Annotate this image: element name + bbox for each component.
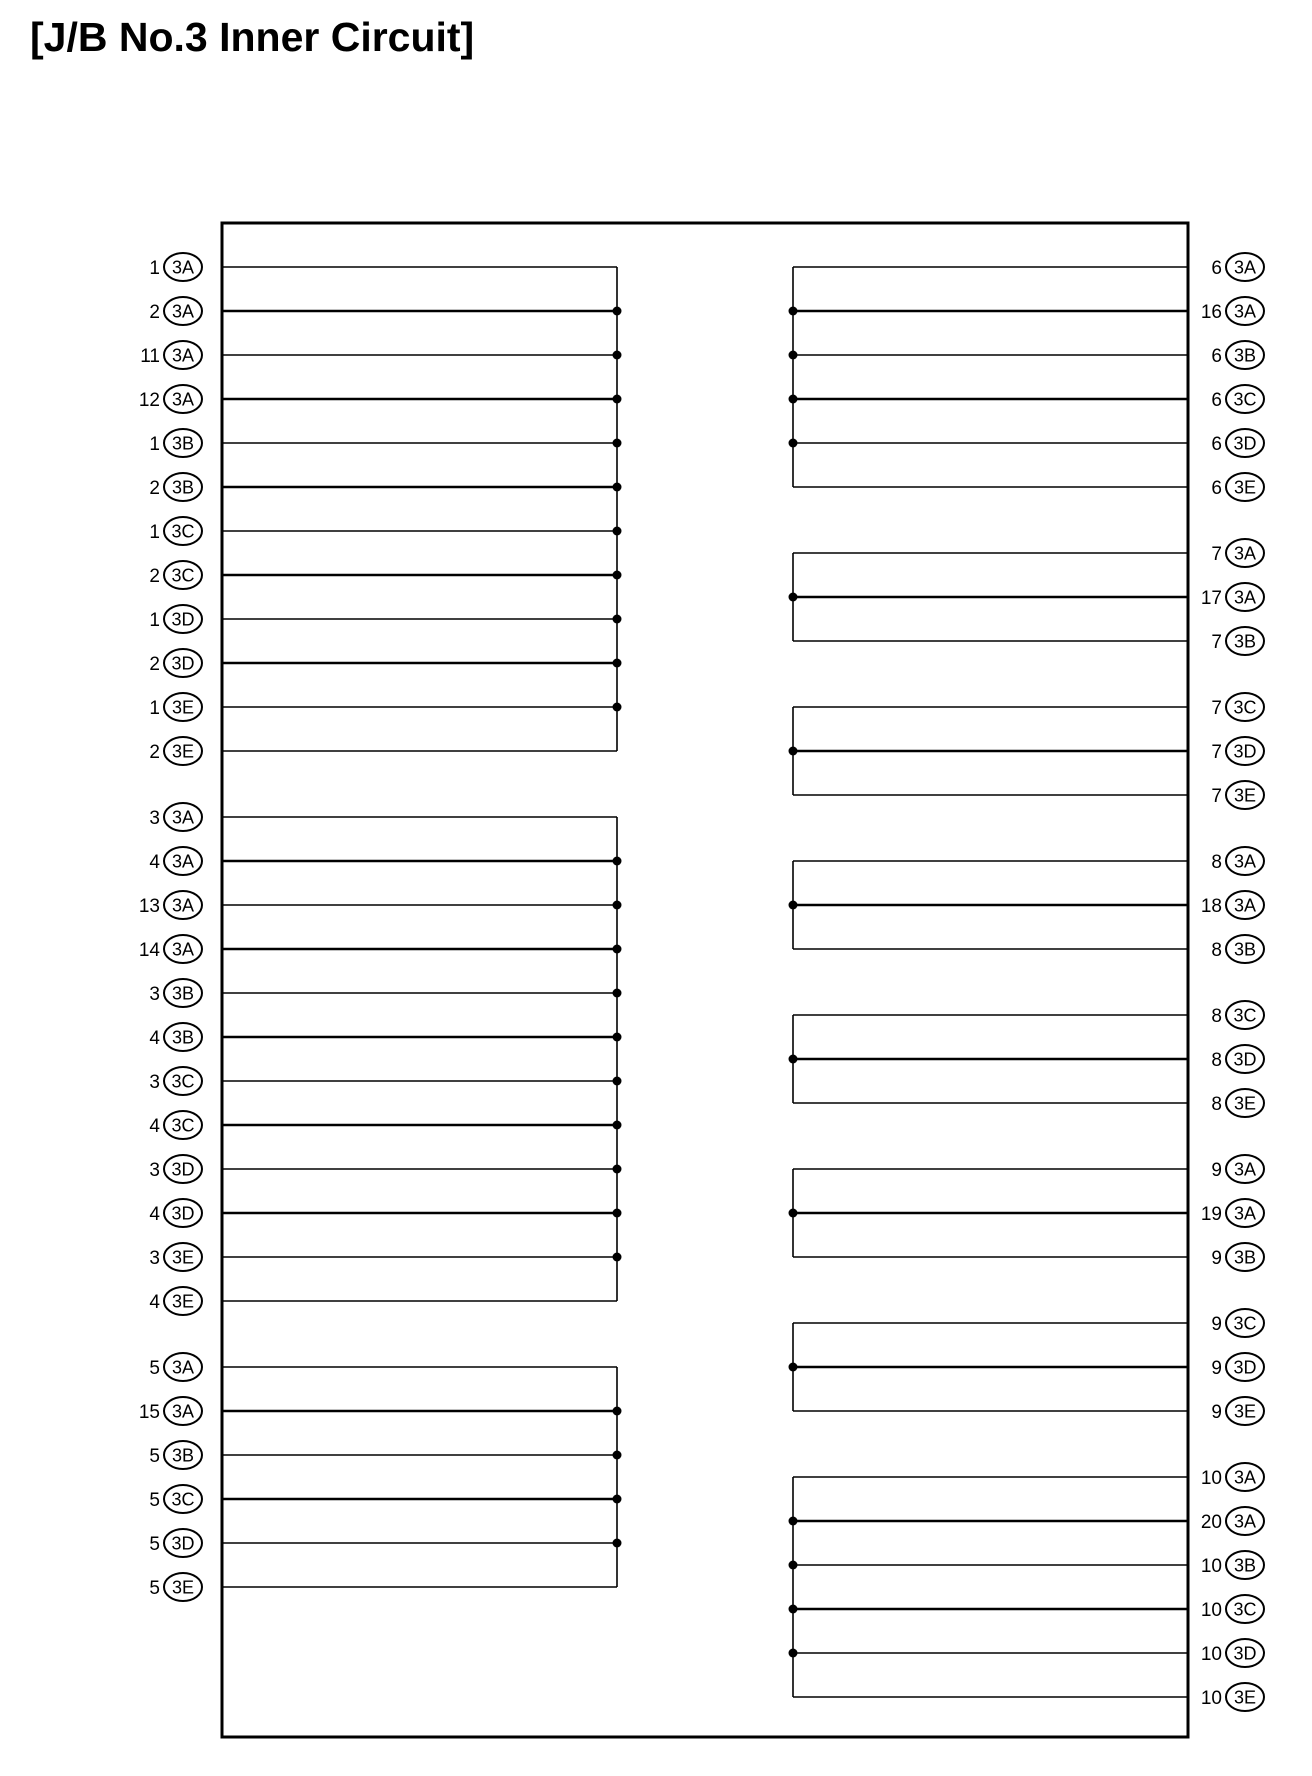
connector-code: 3E (1233, 1687, 1257, 1708)
pin-label (1201, 1683, 1264, 1711)
connector-code: 3B (171, 433, 195, 454)
pin-number: 9 (1211, 1314, 1222, 1335)
pin-label (1211, 1089, 1264, 1117)
pin-number: 18 (1200, 896, 1222, 917)
junction-dot (613, 659, 622, 668)
wire-group-4 (789, 267, 1189, 487)
junction-dot (789, 395, 798, 404)
connector-code: 3B (1233, 1555, 1257, 1576)
pin-label (149, 1155, 202, 1183)
connector-code: 3A (1233, 543, 1257, 564)
wire-group-6 (789, 707, 1189, 795)
pin-number: 4 (149, 1292, 160, 1313)
connector-code: 3E (171, 697, 195, 718)
pin-label (149, 253, 202, 281)
pin-label (1211, 847, 1264, 875)
junction-dot (613, 1407, 622, 1416)
pin-number: 6 (1211, 434, 1222, 455)
pin-number: 6 (1211, 346, 1222, 367)
junction-dot (613, 439, 622, 448)
pin-label (1211, 1155, 1264, 1183)
junction-dot (789, 1517, 798, 1526)
connector-code: 3B (171, 1445, 195, 1466)
junction-dot (613, 1033, 622, 1042)
pin-label (149, 1441, 202, 1469)
pin-label (1201, 583, 1264, 611)
pin-number: 15 (138, 1402, 160, 1423)
connector-code: 3D (1233, 433, 1257, 454)
pin-number: 1 (149, 258, 160, 279)
junction-dot (789, 307, 798, 316)
pin-label (149, 1023, 202, 1051)
pin-number: 9 (1211, 1402, 1222, 1423)
pin-number: 11 (140, 346, 160, 367)
pin-number: 1 (149, 434, 160, 455)
pin-number: 9 (1211, 1358, 1222, 1379)
pin-number: 1 (149, 698, 160, 719)
pin-label (140, 341, 202, 369)
pin-label (1201, 1463, 1264, 1491)
pin-label (139, 1397, 202, 1425)
connector-code: 3C (171, 1115, 195, 1136)
junction-block-outline (222, 223, 1188, 1737)
pin-number: 10 (1200, 1688, 1222, 1709)
connector-code: 3C (171, 565, 195, 586)
connector-code: 3B (171, 477, 195, 498)
pin-label (1201, 1507, 1264, 1535)
connector-code: 3D (171, 653, 195, 674)
wire-group-5 (789, 553, 1189, 641)
junction-dot (613, 1077, 622, 1086)
connector-code: 3E (171, 1577, 195, 1598)
connector-code: 3A (171, 895, 195, 916)
pin-label (1201, 1595, 1264, 1623)
junction-dot (613, 395, 622, 404)
wire-group-10 (789, 1323, 1189, 1411)
junction-dot (613, 527, 622, 536)
junction-dot (613, 1121, 622, 1130)
junction-dot (613, 307, 622, 316)
junction-dot (613, 1451, 622, 1460)
connector-code: 3D (171, 1159, 195, 1180)
pin-label (1201, 891, 1264, 919)
connector-code: 3A (171, 389, 195, 410)
pin-label (149, 847, 202, 875)
pin-label (149, 605, 202, 633)
pin-number: 8 (1211, 1006, 1222, 1027)
pin-number: 10 (1200, 1644, 1222, 1665)
pin-number: 10 (1200, 1556, 1222, 1577)
pin-number: 7 (1211, 786, 1222, 807)
pin-label (149, 737, 202, 765)
pin-number: 5 (149, 1446, 160, 1467)
connector-code: 3E (171, 1291, 195, 1312)
connector-code: 3C (171, 521, 195, 542)
wire-group-7 (789, 861, 1189, 949)
junction-dot (613, 615, 622, 624)
pin-label (1211, 253, 1264, 281)
pin-label (1211, 627, 1264, 655)
pin-label (149, 1067, 202, 1095)
junction-dot (613, 483, 622, 492)
junction-dot (613, 703, 622, 712)
junction-dot (613, 351, 622, 360)
page-title: [J/B No.3 Inner Circuit] (30, 14, 475, 60)
connector-code: 3B (1233, 631, 1257, 652)
pin-label (1211, 1397, 1264, 1425)
connector-code: 3D (1233, 1357, 1257, 1378)
pin-label (149, 429, 202, 457)
pin-number: 3 (149, 1160, 160, 1181)
wire-group-1 (222, 267, 622, 751)
connector-code: 3A (1233, 257, 1257, 278)
connector-code: 3B (1233, 1247, 1257, 1268)
pin-number: 4 (149, 1116, 160, 1137)
junction-dot (613, 1253, 622, 1262)
pin-label (1211, 473, 1264, 501)
wire-group-11 (789, 1477, 1189, 1697)
pin-label (139, 385, 202, 413)
pin-number: 8 (1211, 852, 1222, 873)
pin-number: 17 (1200, 588, 1222, 609)
pin-number: 7 (1211, 698, 1222, 719)
connector-code: 3A (1233, 895, 1257, 916)
connector-code: 3D (1233, 741, 1257, 762)
junction-dot (789, 1561, 798, 1570)
junction-dot (613, 945, 622, 954)
pin-number: 7 (1211, 632, 1222, 653)
junction-dot (613, 901, 622, 910)
pin-number: 4 (149, 1204, 160, 1225)
pin-number: 6 (1211, 478, 1222, 499)
pin-number: 5 (149, 1534, 160, 1555)
pin-label (1201, 1551, 1264, 1579)
pin-number: 12 (138, 390, 160, 411)
wire-layer (222, 267, 1188, 1697)
pin-label (149, 1529, 202, 1557)
connector-code: 3D (171, 1533, 195, 1554)
pin-label (1211, 693, 1264, 721)
wire-group-3 (222, 1367, 622, 1587)
pin-number: 10 (1200, 1468, 1222, 1489)
junction-dot (613, 1209, 622, 1218)
pin-label (1201, 1639, 1264, 1667)
pin-label (149, 693, 202, 721)
pin-label (149, 1573, 202, 1601)
pin-number: 2 (149, 654, 160, 675)
pin-label (149, 979, 202, 1007)
connector-code: 3D (1233, 1643, 1257, 1664)
connector-code: 3B (171, 983, 195, 1004)
connector-code: 3A (1233, 851, 1257, 872)
pin-number: 5 (149, 1578, 160, 1599)
pin-number: 4 (149, 852, 160, 873)
pin-number: 3 (149, 1248, 160, 1269)
junction-dot (789, 747, 798, 756)
junction-dot (613, 571, 622, 580)
pin-label (149, 1287, 202, 1315)
pin-label (149, 473, 202, 501)
pin-number: 9 (1211, 1248, 1222, 1269)
pin-label (1211, 1243, 1264, 1271)
connector-code: 3B (1233, 345, 1257, 366)
connector-code: 3E (1233, 477, 1257, 498)
pin-number: 20 (1200, 1512, 1222, 1533)
pin-number: 1 (149, 610, 160, 631)
junction-dot (613, 857, 622, 866)
pin-label (149, 1353, 202, 1381)
junction-dot (789, 439, 798, 448)
pin-label (1211, 1353, 1264, 1381)
connector-code: 3E (171, 1247, 195, 1268)
pin-label (1211, 737, 1264, 765)
pin-number: 3 (149, 808, 160, 829)
pin-label (1211, 1001, 1264, 1029)
connector-code: 3D (171, 609, 195, 630)
connector-code: 3A (1233, 587, 1257, 608)
pin-label (1211, 341, 1264, 369)
connector-code: 3C (1233, 1599, 1257, 1620)
connector-code: 3A (171, 1357, 195, 1378)
pin-number: 19 (1200, 1204, 1222, 1225)
pin-label (1211, 1045, 1264, 1073)
junction-dot (613, 1165, 622, 1174)
pin-number: 8 (1211, 940, 1222, 961)
junction-dot (613, 1539, 622, 1548)
pin-number: 4 (149, 1028, 160, 1049)
pin-label (139, 891, 202, 919)
junction-dot (789, 1605, 798, 1614)
wire-group-8 (789, 1015, 1189, 1103)
pin-number: 3 (149, 1072, 160, 1093)
pin-number: 1 (149, 522, 160, 543)
pin-number: 6 (1211, 390, 1222, 411)
connector-code: 3E (1233, 1401, 1257, 1422)
pin-label (1211, 781, 1264, 809)
pin-label (149, 649, 202, 677)
connector-code: 3C (1233, 697, 1257, 718)
junction-dot (789, 1055, 798, 1064)
wire-group-2 (222, 817, 622, 1301)
junction-dot (789, 1649, 798, 1658)
connector-code: 3C (171, 1071, 195, 1092)
pin-number: 16 (1200, 302, 1222, 323)
pin-label (149, 1199, 202, 1227)
pin-number: 14 (138, 940, 160, 961)
connector-code: 3A (171, 345, 195, 366)
pin-label (1211, 935, 1264, 963)
pin-label (149, 1111, 202, 1139)
pin-number: 8 (1211, 1094, 1222, 1115)
connector-code: 3A (1233, 1203, 1257, 1224)
connector-code: 3E (171, 741, 195, 762)
pin-label (149, 1243, 202, 1271)
connector-code: 3E (1233, 1093, 1257, 1114)
pin-number: 7 (1211, 742, 1222, 763)
junction-dot (789, 593, 798, 602)
wire-group-9 (789, 1169, 1189, 1257)
pin-number: 8 (1211, 1050, 1222, 1071)
pin-label (1211, 429, 1264, 457)
pin-label (139, 935, 202, 963)
pin-number: 10 (1200, 1600, 1222, 1621)
connector-code: 3A (171, 1401, 195, 1422)
connector-code: 3A (171, 851, 195, 872)
pin-label (1201, 297, 1264, 325)
connector-code: 3A (1233, 1159, 1257, 1180)
connector-code: 3C (1233, 1313, 1257, 1334)
pin-number: 2 (149, 302, 160, 323)
pin-label (1211, 385, 1264, 413)
pin-label (149, 803, 202, 831)
pin-label (149, 297, 202, 325)
pin-number: 5 (149, 1358, 160, 1379)
pin-label (1211, 1309, 1264, 1337)
connector-code: 3C (171, 1489, 195, 1510)
pin-number: 13 (138, 896, 160, 917)
junction-dot (613, 1495, 622, 1504)
pin-number: 2 (149, 566, 160, 587)
pin-label (149, 561, 202, 589)
pin-label (1201, 1199, 1264, 1227)
connector-code: 3C (1233, 1005, 1257, 1026)
connector-code: 3A (1233, 1467, 1257, 1488)
pin-number: 7 (1211, 544, 1222, 565)
pin-label (149, 1485, 202, 1513)
connector-code: 3A (1233, 301, 1257, 322)
connector-code: 3E (1233, 785, 1257, 806)
connector-code: 3B (1233, 939, 1257, 960)
connector-code: 3D (171, 1203, 195, 1224)
junction-dot (613, 989, 622, 998)
junction-dot (789, 1209, 798, 1218)
pin-number: 9 (1211, 1160, 1222, 1181)
junction-dot (789, 901, 798, 910)
junction-dot (789, 351, 798, 360)
connector-code: 3D (1233, 1049, 1257, 1070)
pin-label (1211, 539, 1264, 567)
connector-code: 3A (171, 257, 195, 278)
pin-number: 2 (149, 742, 160, 763)
junction-dot (789, 1363, 798, 1372)
pin-number: 6 (1211, 258, 1222, 279)
pin-number: 2 (149, 478, 160, 499)
connector-code: 3A (171, 939, 195, 960)
connector-code: 3A (171, 807, 195, 828)
pin-number: 5 (149, 1490, 160, 1511)
pin-number: 3 (149, 984, 160, 1005)
pin-label-layer (139, 253, 1264, 1711)
connector-code: 3A (1233, 1511, 1257, 1532)
connector-code: 3C (1233, 389, 1257, 410)
connector-code: 3A (171, 301, 195, 322)
connector-code: 3B (171, 1027, 195, 1048)
pin-label (149, 517, 202, 545)
